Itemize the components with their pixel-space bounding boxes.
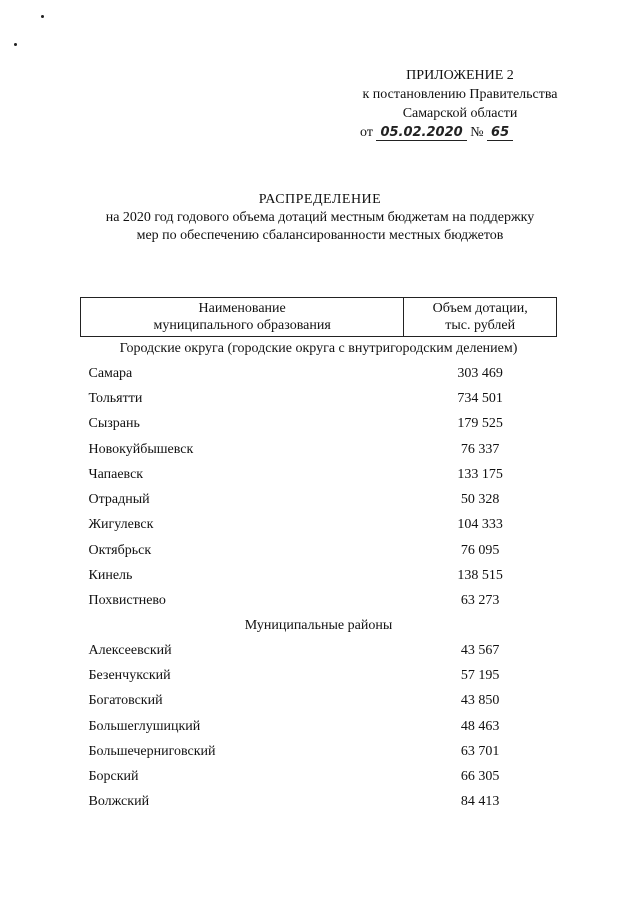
handwritten-number: 65 <box>487 125 513 141</box>
municipality-name: Большеглушицкий <box>88 718 201 734</box>
table-row <box>81 638 557 663</box>
subsidy-amount: 76 337 <box>460 441 500 457</box>
scan-dot <box>41 15 44 18</box>
subsidy-amount: 48 463 <box>460 718 500 734</box>
header-value <box>404 298 557 337</box>
subsidy-amount: 76 095 <box>460 542 500 558</box>
document-title-block <box>60 191 580 245</box>
table-header-row <box>81 298 557 337</box>
municipality-name: Новокуйбышевск <box>88 441 194 457</box>
table-row <box>81 589 557 614</box>
table-row <box>81 513 557 538</box>
header-value-line: Объем дотации, <box>432 301 528 316</box>
appendix-region-line: Самарской области <box>402 106 518 121</box>
subsidy-amount: 63 701 <box>460 743 500 759</box>
subsidy-amount: 303 469 <box>457 365 503 381</box>
municipality-name: Алексеевский <box>88 642 172 658</box>
subsidy-amount: 179 525 <box>457 416 503 432</box>
table-row <box>81 790 557 815</box>
document-subtitle-line: на 2020 год годового объема дотаций местным бюджетам на поддержку <box>105 210 535 225</box>
number-prefix: № <box>470 125 484 140</box>
table-row <box>81 563 557 588</box>
document-heading: РАСПРЕДЕЛЕНИЕ <box>258 192 382 207</box>
subsidy-amount: 133 175 <box>457 466 503 482</box>
appendix-date-line <box>340 123 580 142</box>
appendix-block <box>340 66 580 142</box>
municipality-name: Безенчукский <box>88 667 171 683</box>
subsidy-amount: 66 305 <box>460 769 500 785</box>
scan-dot <box>14 43 17 46</box>
appendix-decree-line: к постановлению Правительства <box>362 87 558 102</box>
table-row <box>81 412 557 437</box>
header-name-line: муниципального образования <box>153 318 331 333</box>
municipality-name: Отрадный <box>88 492 150 508</box>
subsidy-amount: 57 195 <box>460 667 500 683</box>
municipality-name: Кинель <box>88 568 133 584</box>
subsidy-amount: 734 501 <box>457 390 503 406</box>
subsidy-amount: 138 515 <box>457 568 503 584</box>
municipality-name: Октябрьск <box>88 542 152 558</box>
subsidy-amount: 63 273 <box>460 593 500 609</box>
table-row <box>81 739 557 764</box>
section-row <box>81 614 557 638</box>
municipality-name: Большечерниговский <box>88 743 216 759</box>
table-row <box>81 663 557 688</box>
municipality-name: Чапаевск <box>88 466 144 482</box>
subsidy-amount: 50 328 <box>460 492 500 508</box>
table-row <box>81 386 557 411</box>
header-name <box>81 298 404 337</box>
table-body <box>81 337 557 816</box>
table-row <box>81 487 557 512</box>
table-row <box>81 361 557 386</box>
municipality-name: Борский <box>88 769 139 785</box>
distribution-table <box>80 297 557 815</box>
municipality-name: Богатовский <box>88 693 163 709</box>
document-subtitle-line: мер по обеспечению сбалансированности местных бюджетов <box>136 228 504 243</box>
municipality-name: Самара <box>88 365 133 381</box>
section-title: Городские округа (городские округа с внутригородским делением) <box>119 341 518 356</box>
subsidy-amount: 84 413 <box>460 794 500 810</box>
table-row <box>81 437 557 462</box>
subsidy-amount: 104 333 <box>457 517 503 533</box>
subsidy-amount: 43 567 <box>460 642 500 658</box>
section-row <box>81 337 557 362</box>
date-prefix: от <box>360 125 373 140</box>
municipality-name: Волжский <box>88 794 150 810</box>
subsidy-amount: 43 850 <box>460 693 500 709</box>
section-title: Муниципальные районы <box>244 617 393 633</box>
municipality-name: Тольятти <box>88 390 143 406</box>
table-row <box>81 764 557 789</box>
handwritten-date: 05.02.2020 <box>376 125 466 141</box>
table-row <box>81 689 557 714</box>
municipality-name: Похвистнево <box>88 593 166 609</box>
table-row <box>81 462 557 487</box>
table-row <box>81 714 557 739</box>
header-name-line: Наименование <box>198 301 286 316</box>
table-row <box>81 538 557 563</box>
municipality-name: Сызрань <box>88 416 140 432</box>
header-value-line: тыс. рублей <box>445 318 516 333</box>
appendix-title: ПРИЛОЖЕНИЕ 2 <box>406 68 514 83</box>
municipality-name: Жигулевск <box>88 517 154 533</box>
